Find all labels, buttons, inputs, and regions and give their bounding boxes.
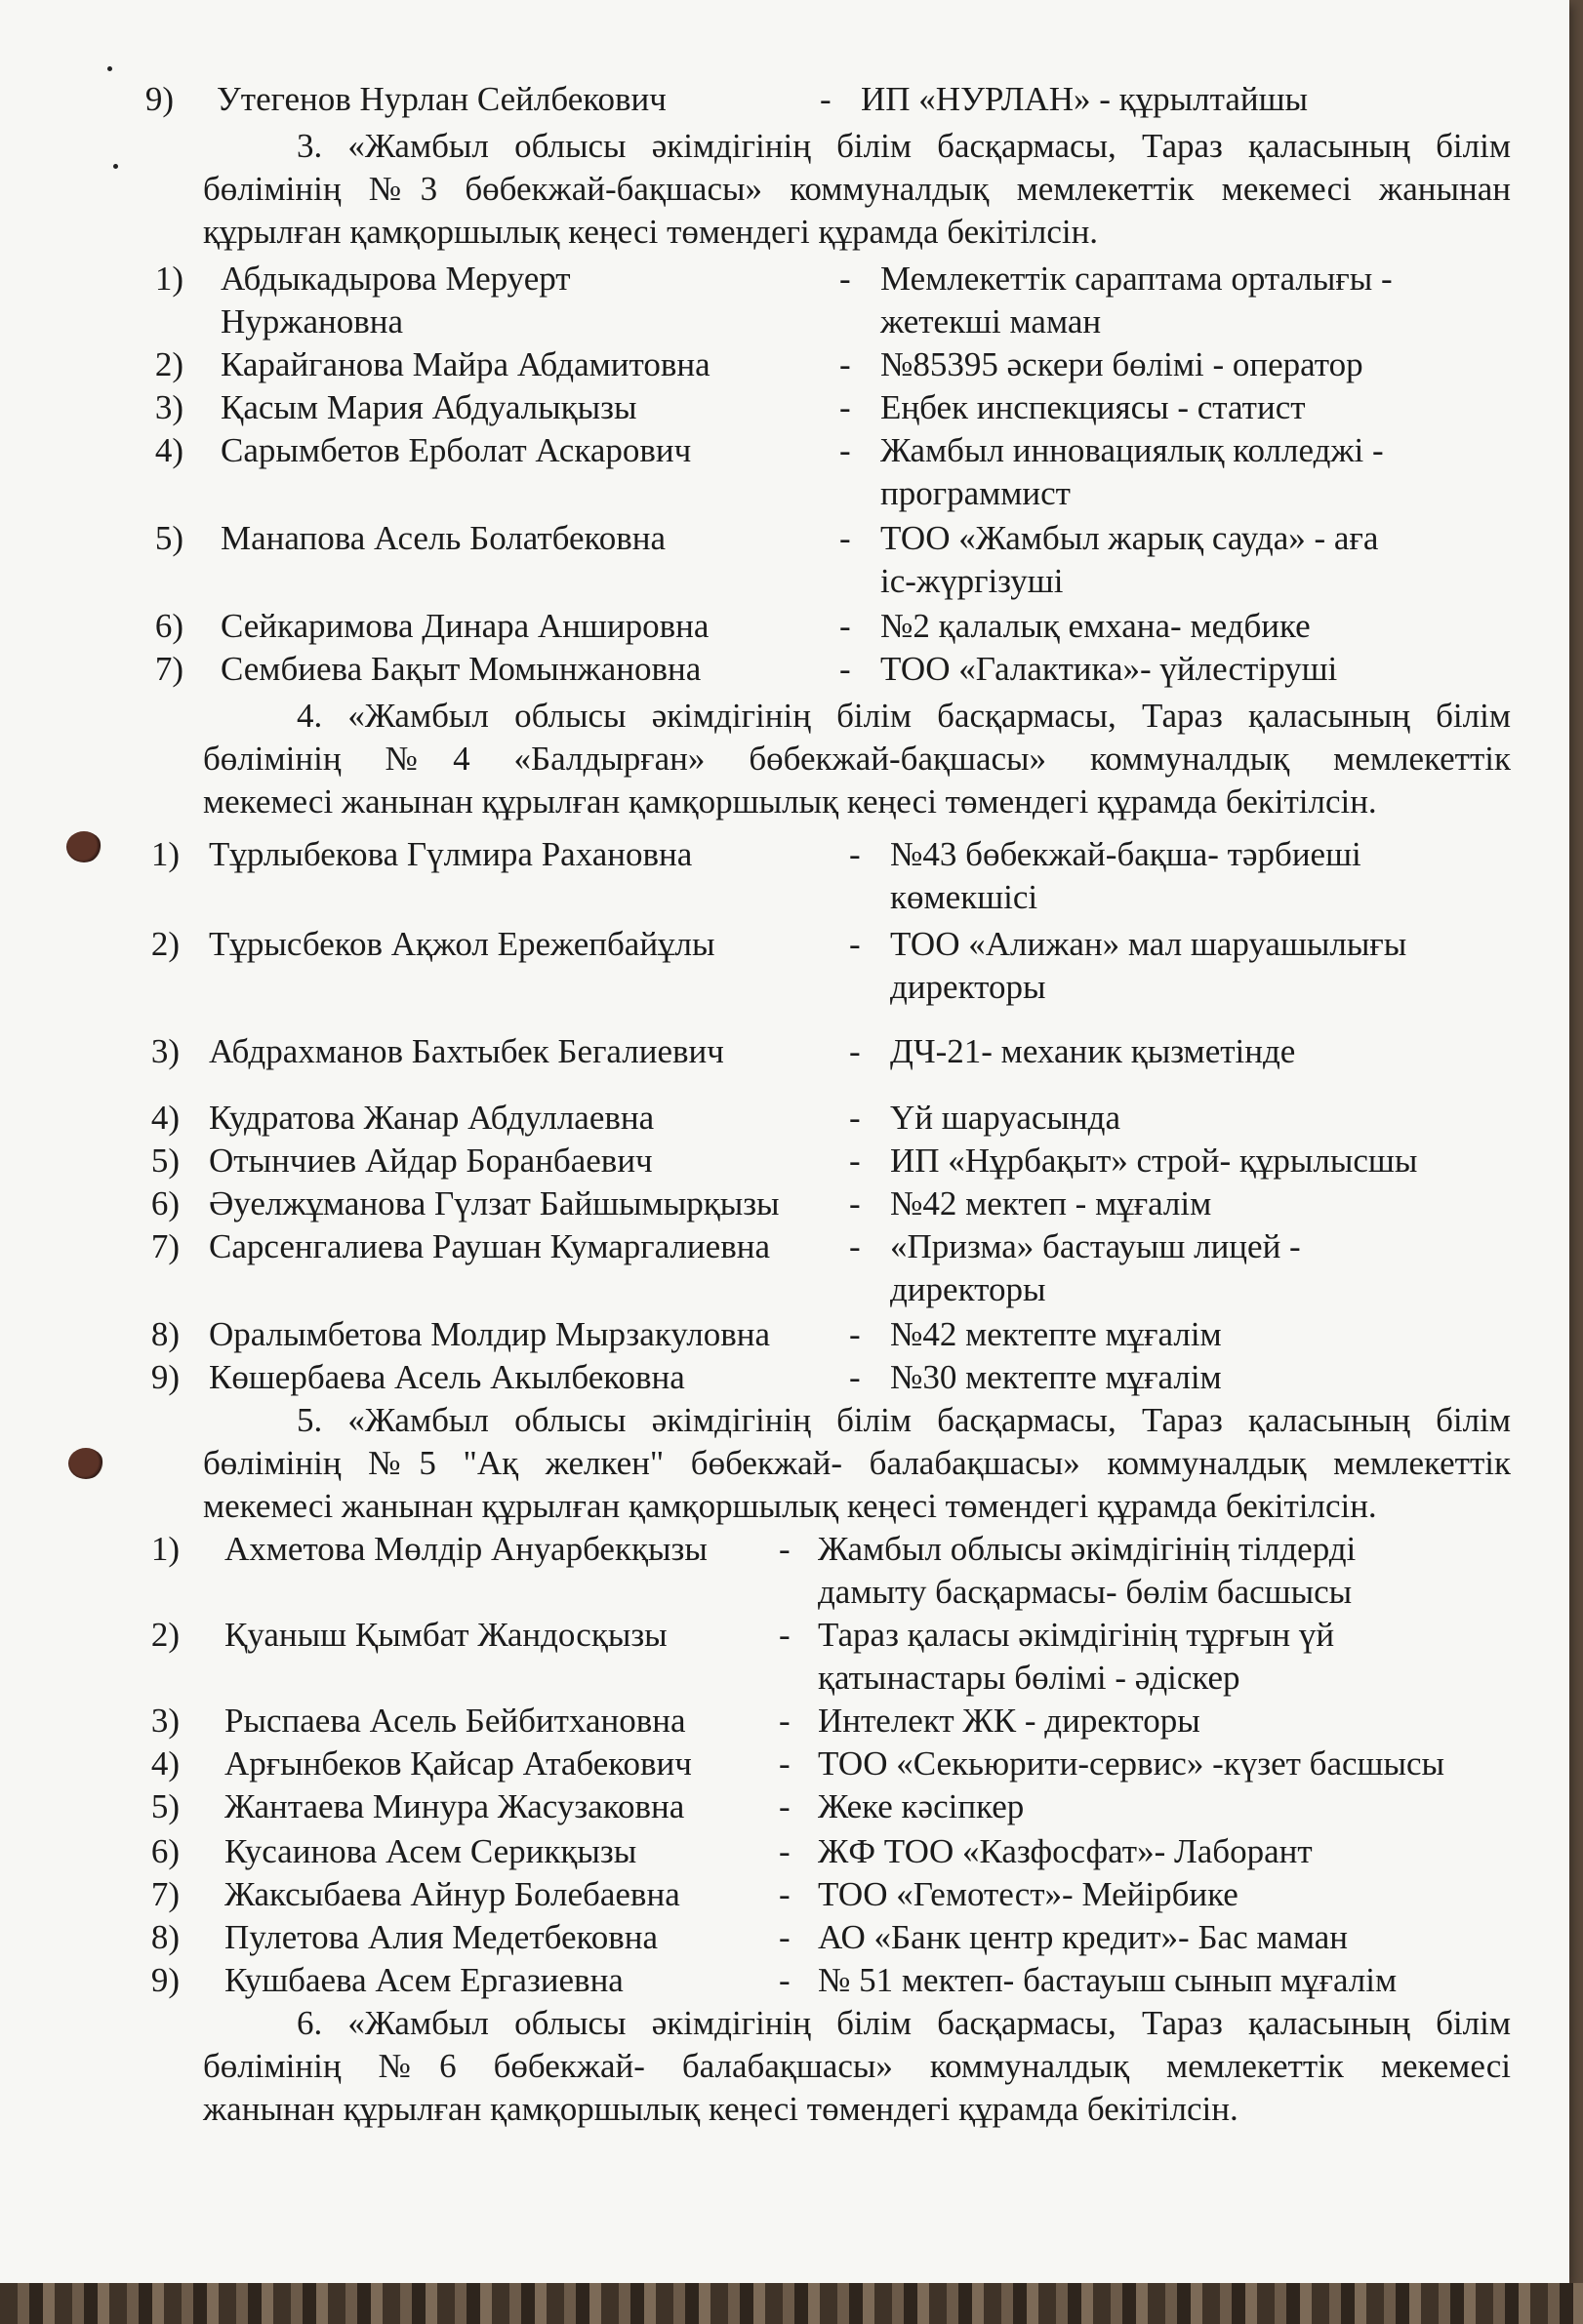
member-name: Кудратова Жанар Абдуллаевна [209,1099,655,1137]
member-role: ТОО «Алижан» мал шаруашылығы [890,925,1407,963]
separator-dash: - [849,1227,861,1265]
item-number: 5) [150,1787,180,1825]
member-name: Сарсенгалиева Раушан Кумаргалиевна [209,1227,770,1265]
separator-dash: - [849,925,861,963]
section-heading-line: бөлімінің №6 бөбекжай- балабақшасы» коммуналдық мемлекеттік мекемесі [203,2047,1511,2085]
member-name: Сейкаримова Динара Аншировна [221,607,710,645]
member-role: көмекшісі [890,878,1038,916]
item-number: 7) [150,1227,180,1265]
member-name: Отынчиев Айдар Боранбаевич [209,1142,653,1180]
item-number: 9) [144,80,174,118]
member-name: Кусаинова Асем Серикқызы [224,1832,637,1870]
member-name: Нуржановна [221,302,404,341]
member-role: ТОО «Жамбыл жарық сауда» - аға [880,519,1379,557]
member-name: Манапова Асель Болатбековна [221,519,667,557]
member-role: директоры [890,968,1046,1006]
separator-dash: - [849,835,861,873]
item-number: 1) [154,260,183,298]
punch-hole [66,831,101,862]
member-name: Утегенов Нурлан Сейлбекович [217,80,667,118]
member-name: Абдыкадырова Меруерт [221,260,571,298]
member-role: Мемлекеттік сараптама орталығы - [880,260,1393,298]
member-name: Абдрахманов Бахтыбек Бегалиевич [209,1032,724,1070]
separator-dash: - [779,1530,791,1568]
member-name: Көшербаева Асель Акылбековна [209,1358,685,1396]
member-name: Пулетова Алия Медетбековна [224,1918,659,1956]
item-number: 4) [150,1744,180,1783]
member-role: № 51 мектеп- бастауыш сынып мұғалім [818,1961,1398,1999]
member-role: АО «Банк центр кредит»- Бас маман [818,1918,1348,1956]
member-name: Рыспаева Асель Бейбитхановна [224,1702,686,1740]
member-role: қатынастары бөлімі - әдіскер [818,1659,1240,1697]
section-heading-line: мекемесі жанынан құрылған қамқоршылық кеңесі төмендегі құрамда бекітілсін. [203,1487,1377,1525]
member-role: Тараз қаласы әкімдігінің тұрғын үй [818,1616,1335,1654]
item-number: 2) [150,925,180,963]
item-number: 7) [150,1875,180,1913]
separator-dash: - [849,1315,861,1353]
separator-dash: - [779,1875,791,1913]
separator-dash: - [839,260,851,298]
separator-dash: - [779,1702,791,1740]
punch-hole [68,1448,103,1479]
separator-dash: - [849,1142,861,1180]
member-name: Қуаныш Қымбат Жандосқызы [224,1616,668,1654]
member-role: №2 қалалық емхана- медбике [880,607,1311,645]
separator-dash: - [779,1616,791,1654]
separator-dash: - [839,519,851,557]
member-role: ДЧ-21- механик қызметінде [890,1032,1296,1070]
separator-dash: - [820,80,832,118]
member-name: Жаксыбаева Айнур Болебаевна [224,1875,680,1913]
separator-dash: - [779,1832,791,1870]
speck [113,164,118,169]
item-number: 9) [150,1358,180,1396]
separator-dash: - [849,1358,861,1396]
item-number: 6) [150,1184,180,1222]
separator-dash: - [849,1032,861,1070]
member-role: №43 бөбекжай-бақша- тәрбиеші [890,835,1361,873]
separator-dash: - [779,1961,791,1999]
member-role: ИП «Нұрбақыт» строй- құрылысшы [890,1142,1418,1180]
member-role: іс-жүргізуші [880,562,1064,600]
member-name: Оралымбетова Молдир Мырзакуловна [209,1315,771,1353]
member-role: директоры [890,1270,1046,1308]
member-role: Жамбыл инновациялық колледжі - [880,431,1384,469]
member-role: №42 мектепте мұғалім [890,1315,1222,1353]
member-role: жетекші маман [880,302,1102,341]
member-role: №85395 әскери бөлімі - оператор [880,345,1363,383]
section-heading: 3. «Жамбыл облысы әкімдігінің білім басқармасы, Тараз қаласының білім [297,127,1511,165]
member-role: ЖФ ТОО «Казфосфат»- Лаборант [818,1832,1313,1870]
member-role: программист [880,474,1071,512]
item-number: 6) [154,607,183,645]
item-number: 1) [150,1530,180,1568]
item-number: 7) [154,650,183,688]
item-number: 4) [150,1099,180,1137]
item-number: 9) [150,1961,180,1999]
item-number: 3) [150,1702,180,1740]
item-number: 3) [154,388,183,426]
member-name: Карайганова Майра Абдамитовна [221,345,710,383]
separator-dash: - [779,1744,791,1783]
background-surface [0,2283,1583,2324]
member-role: №30 мектепте мұғалім [890,1358,1222,1396]
separator-dash: - [839,650,851,688]
section-heading: 6. «Жамбыл облысы әкімдігінің білім басқармасы, Тараз қаласының білім [297,2004,1511,2042]
member-role: ИП «НУРЛАН» - құрылтайшы [861,80,1309,118]
separator-dash: - [839,607,851,645]
item-number: 3) [150,1032,180,1070]
member-name: Қасым Мария Абдуалықызы [221,388,637,426]
item-number: 2) [154,345,183,383]
member-name: Арғынбеков Қайсар Атабекович [224,1744,692,1783]
separator-dash: - [839,388,851,426]
member-role: дамыту басқармасы- бөлім басшысы [818,1573,1353,1611]
member-name: Ахметова Мөлдір Ануарбекқызы [224,1530,708,1568]
member-name: Тұрлыбекова Гүлмира Рахановна [209,835,693,873]
member-name: Жантаева Минура Жасузаковна [224,1787,685,1825]
member-role: Жеке кәсіпкер [818,1787,1025,1825]
section-heading-line: жанынан құрылған қамқоршылық кеңесі төмендегі құрамда бекітілсін. [203,2090,1238,2128]
item-number: 5) [150,1142,180,1180]
member-role: ТОО «Секьюрити-сервис» -күзет басшысы [818,1744,1445,1783]
separator-dash: - [839,431,851,469]
section-heading-line: бөлімінің №3 бөбекжай-бақшасы» коммуналдық мемлекеттік мекемесі жанынан [203,170,1511,208]
separator-dash: - [849,1184,861,1222]
separator-dash: - [779,1918,791,1956]
speck [107,66,112,71]
member-name: Тұрысбеков Ақжол Ережепбайұлы [209,925,715,963]
member-name: Сембиева Бақыт Момынжановна [221,650,702,688]
member-name: Сарымбетов Ерболат Аскарович [221,431,692,469]
member-role: Үй шаруасында [890,1099,1120,1137]
item-number: 8) [150,1315,180,1353]
member-name: Кушбаева Асем Ергазиевна [224,1961,624,1999]
separator-dash: - [779,1787,791,1825]
item-number: 4) [154,431,183,469]
member-role: Еңбек инспекциясы - статист [880,388,1306,426]
member-role: №42 мектеп - мұғалім [890,1184,1212,1222]
member-role: Интелект ЖК - директоры [818,1702,1200,1740]
member-name: Әуелжұманова Гүлзат Байшымырқызы [209,1184,780,1222]
section-heading-line: құрылған қамқоршылық кеңесі төмендегі құрамда бекітілсін. [203,213,1099,251]
section-heading-line: мекемесі жанынан құрылған қамқоршылық кеңесі төмендегі құрамда бекітілсін. [203,782,1377,821]
item-number: 5) [154,519,183,557]
separator-dash: - [839,345,851,383]
section-heading: 5. «Жамбыл облысы әкімдігінің білім басқармасы, Тараз қаласының білім [297,1401,1511,1439]
member-role: Жамбыл облысы әкімдігінің тілдерді [818,1530,1357,1568]
item-number: 8) [150,1918,180,1956]
section-heading: 4. «Жамбыл облысы әкімдігінің білім басқармасы, Тараз қаласының білім [297,697,1511,735]
section-heading-line: бөлімінің №4 «Балдырған» бөбекжай-бақшасы» коммуналдық мемлекеттік [203,740,1511,778]
separator-dash: - [849,1099,861,1137]
item-number: 2) [150,1616,180,1654]
member-role: «Призма» бастауыш лицей - [890,1227,1301,1265]
section-heading-line: бөлімінің №5 "Ақ желкен" бөбекжай- балабақшасы» коммуналдық мемлекеттік [203,1444,1511,1482]
item-number: 6) [150,1832,180,1870]
member-role: ТОО «Галактика»- үйлестіруші [880,650,1338,688]
member-role: ТОО «Гемотест»- Мейірбике [818,1875,1238,1913]
item-number: 1) [150,835,180,873]
